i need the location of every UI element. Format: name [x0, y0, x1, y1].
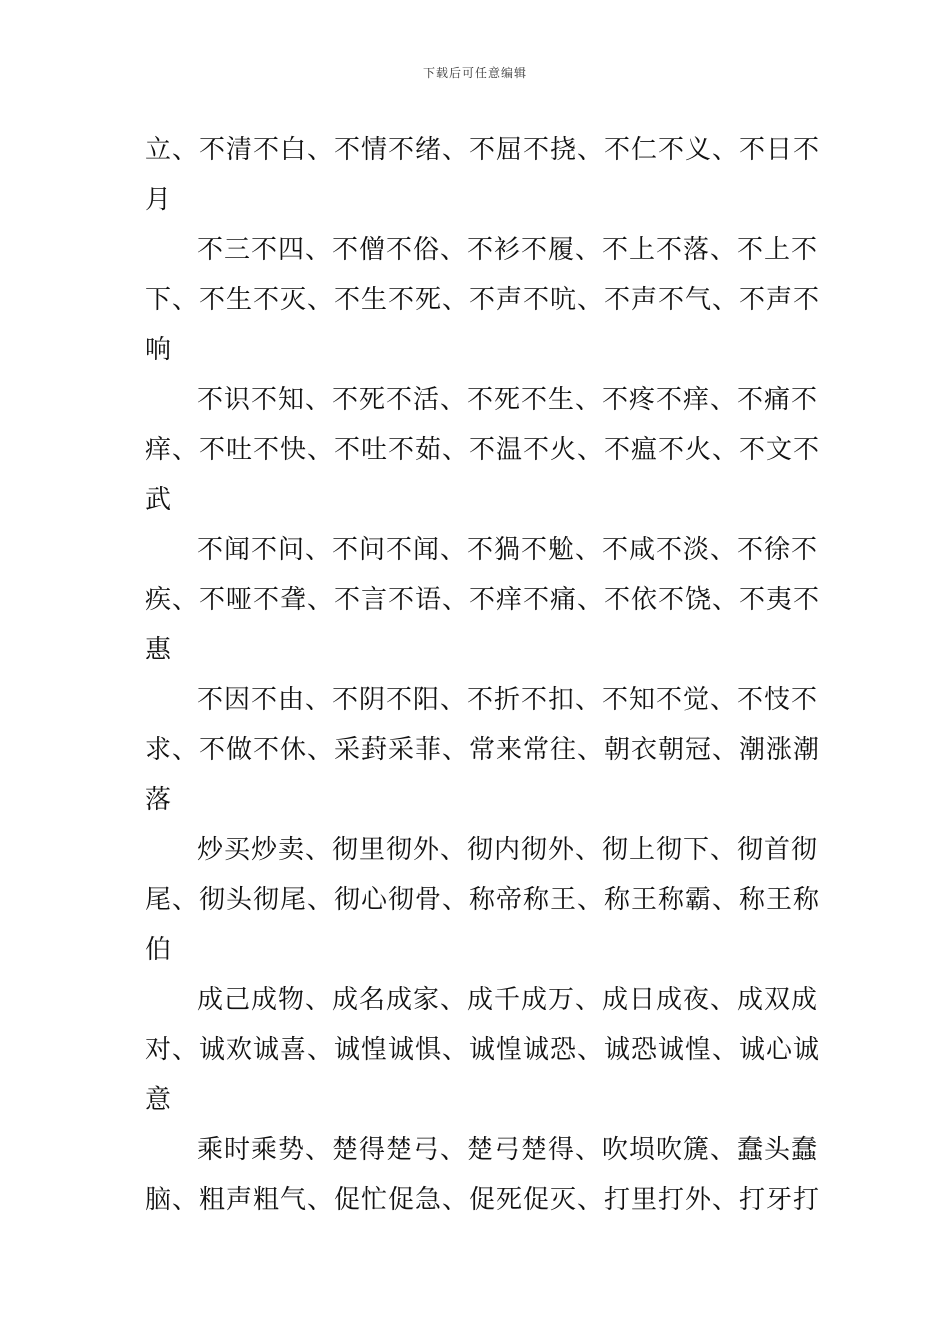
text-line: 尾、彻头彻尾、彻心彻骨、称帝称王、称王称霸、称王称	[145, 885, 821, 915]
text-line: 月	[145, 185, 173, 215]
paragraph-start-line: 不闻不问、不问不闻、不猧不魀、不咸不淡、不徐不	[197, 535, 819, 565]
paragraph-start-line: 不识不知、不死不活、不死不生、不疼不痒、不痛不	[197, 385, 819, 415]
paragraph-start-line: 成己成物、成名成家、成千成万、成日成夜、成双成	[197, 985, 819, 1015]
text-line: 对、诚欢诚喜、诚惶诚惧、诚惶诚恐、诚恐诚惶、诚心诚	[145, 1035, 821, 1065]
paragraph-start-line: 不因不由、不阴不阳、不折不扣、不知不觉、不忮不	[197, 685, 819, 715]
page-header: 下载后可任意编辑	[422, 66, 527, 80]
text-line: 痒、不吐不快、不吐不茹、不温不火、不瘟不火、不文不	[145, 435, 821, 465]
text-line: 下、不生不灭、不生不死、不声不吭、不声不气、不声不	[145, 285, 821, 315]
paragraph-start-line: 炒买炒卖、彻里彻外、彻内彻外、彻上彻下、彻首彻	[197, 835, 819, 865]
document-body	[145, 125, 821, 1225]
paragraph-start-line: 不三不四、不僧不俗、不衫不履、不上不落、不上不	[197, 235, 819, 265]
text-line: 伯	[145, 935, 173, 965]
text-line: 响	[145, 335, 173, 365]
text-line: 脑、粗声粗气、促忙促急、促死促灭、打里打外、打牙打	[145, 1185, 821, 1215]
text-line: 意	[145, 1085, 173, 1115]
text-line: 武	[145, 485, 173, 515]
text-line: 求、不做不休、采葑采菲、常来常往、朝衣朝冠、潮涨潮	[145, 735, 821, 765]
text-line: 落	[145, 785, 173, 815]
text-line: 惠	[145, 635, 173, 665]
text-line: 疾、不哑不聋、不言不语、不痒不痛、不依不饶、不夷不	[145, 585, 821, 615]
text-line: 立、不清不白、不情不绪、不屈不挠、不仁不义、不日不	[145, 135, 821, 165]
paragraph-start-line: 乘时乘势、楚得楚弓、楚弓楚得、吹埙吹篪、蠢头蠢	[197, 1135, 819, 1165]
